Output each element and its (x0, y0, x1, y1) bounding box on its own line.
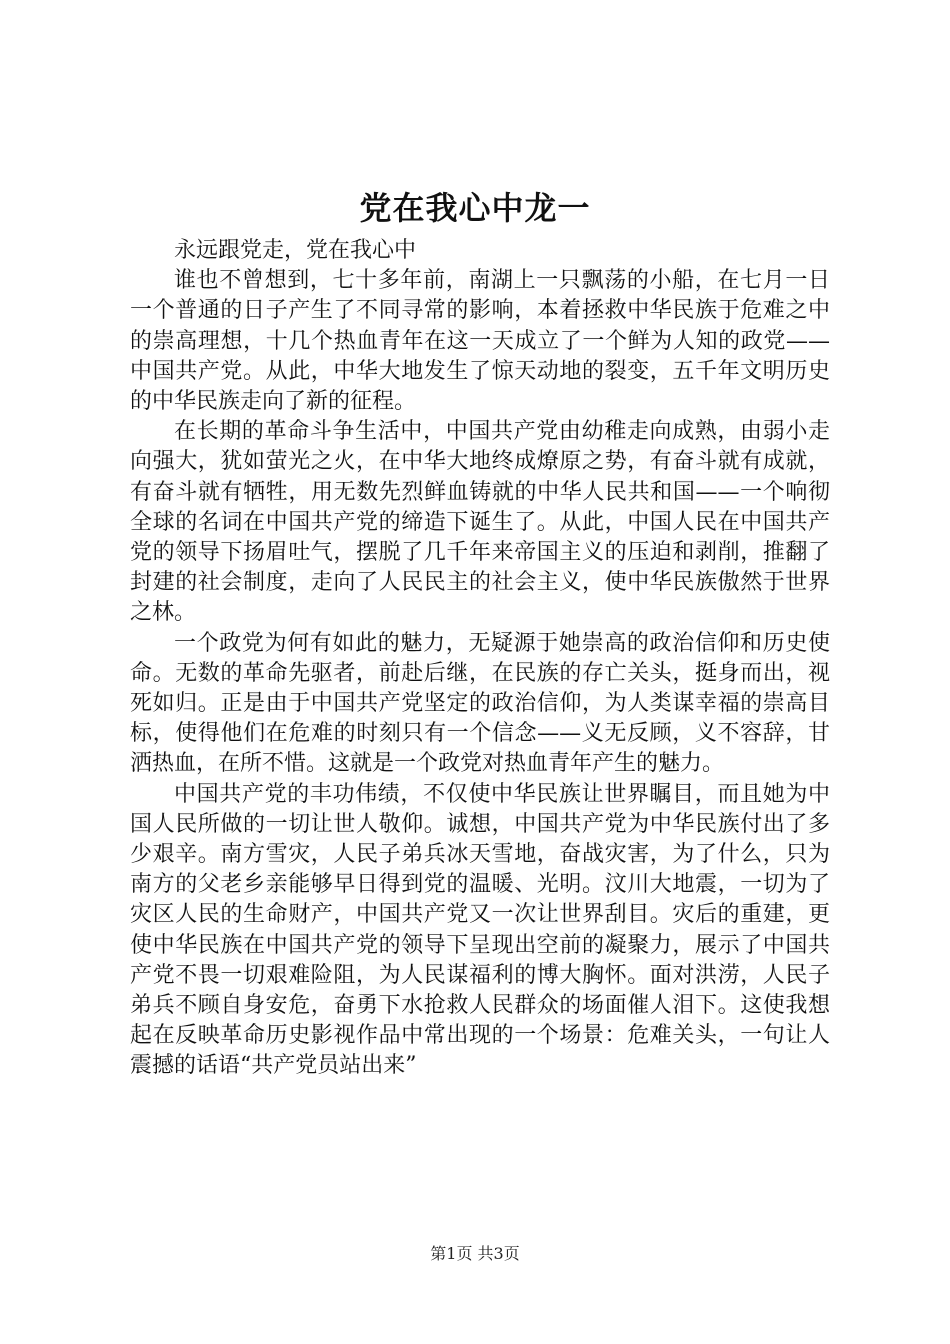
document-subtitle: 永远跟党走，党在我心中 (174, 238, 417, 263)
document-body (130, 236, 830, 1082)
paragraph-4: 中国共产党的丰功伟绩，不仅使中华民族让世界瞩目，而且她为中国人民所做的一切让世人敬仰。诚想，中国共产党为中华民族付出了多少艰辛。南方雪灾，人民子弟兵冰天雪地，奋战灾害，为了什么，只为南方的父老乡亲能够早日得到党的温暖、光明。汶川大地震，一切为了灾区人民的生命财产，中国共产党又一次让世界刮目。灾后的重建，更使中华民族在中国共产党的领导下呈现出空前的凝聚力，展示了中国共产党不畏一切艰难险阻，为人民谋福利的博大胸怀。面对洪涝，人民子弟兵不顾自身安危，奋勇下水抢救人民群众的场面催人泪下。这使我想起在反映革命历史影视作品中常出现的一个场景：危难关头，一句让人震撼的话语“共产党员站出来” (130, 781, 830, 1079)
page-footer: 第1页 共3页 (430, 1244, 520, 1263)
paragraph-1: 谁也不曾想到，七十多年前，南湖上一只飘荡的小船，在七月一日一个普通的日子产生了不同寻常的影响，本着拯救中华民族于危难之中的崇高理想，十几个热血青年在这一天成立了一个鲜为人知的政党——中国共产党。从此，中华大地发生了惊天动地的裂变，五千年文明历史的中华民族走向了新的征程。 (130, 268, 830, 415)
document-title: 党在我心中龙一 (359, 189, 591, 227)
paragraph-2: 在长期的革命斗争生活中，中国共产党由幼稚走向成熟，由弱小走向强大，犹如萤光之火，在中华大地终成燎原之势，有奋斗就有成就，有奋斗就有牺牲，用无数先烈鲜血铸就的中华人民共和国——一个响彻全球的名词在中国共产党的缔造下诞生了。从此，中国人民在中国共产党的领导下扬眉吐气，摆脱了几千年来帝国主义的压迫和剥削，推翻了封建的社会制度，走向了人民民主的社会主义，使中华民族傲然于世界之林。 (130, 419, 830, 626)
paragraph-3: 一个政党为何有如此的魅力，无疑源于她崇高的政治信仰和历史使命。无数的革命先驱者，前赴后继，在民族的存亡关头，挺身而出，视死如归。正是由于中国共产党坚定的政治信仰，为人类谋幸福的崇高目标，使得他们在危难的时刻只有一个信念——义无反顾，义不容辞，甘洒热血，在所不惜。这就是一个政党对热血青年产生的魅力。 (130, 630, 830, 777)
